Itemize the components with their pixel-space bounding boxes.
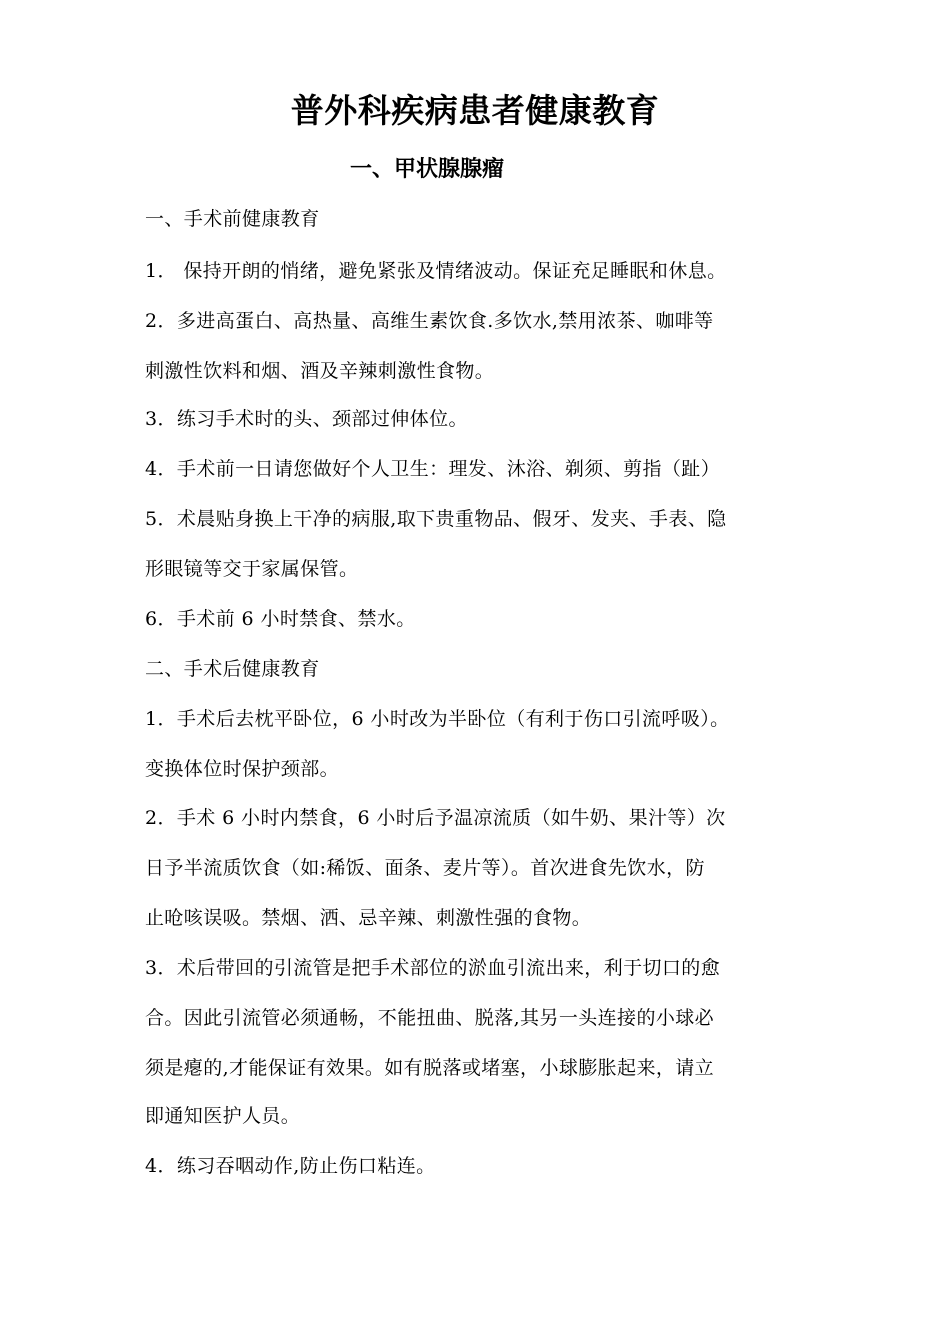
- preop-item-4: 4．手术前一日请您做好个人卫生：理发、沐浴、剃须、剪指（趾）: [145, 458, 721, 480]
- postop-item-3-line-4: 即通知医护人员。: [145, 1105, 301, 1127]
- subsection-heading-postop: 二、手术后健康教育: [145, 658, 320, 680]
- postop-item-4: 4．练习吞咽动作,防止伤口粘连。: [145, 1155, 436, 1177]
- postop-item-2-line-2: 日予半流质饮食（如:稀饭、面条、麦片等）。首次进食先饮水，防: [145, 857, 705, 879]
- postop-item-3-line-3: 须是瘪的,才能保证有效果。如有脱落或堵塞，小球膨胀起来，请立: [145, 1057, 715, 1079]
- preop-item-3: 3．练习手术时的头、颈部过伸体位。: [145, 408, 468, 430]
- preop-item-2-line-2: 刺激性饮料和烟、酒及辛辣刺激性食物。: [145, 360, 495, 382]
- preop-item-5-line-1: 5．术晨贴身换上干净的病服,取下贵重物品、假牙、发夹、手表、隐: [145, 508, 727, 530]
- postop-item-1-line-2: 变换体位时保护颈部。: [145, 758, 340, 780]
- preop-item-2-line-1: 2．多进高蛋白、高热量、高维生素饮食.多饮水,禁用浓茶、咖啡等: [145, 310, 714, 332]
- postop-item-2-line-1: 2．手术 6 小时内禁食，6 小时后予温凉流质（如牛奶、果汁等）次: [145, 807, 726, 829]
- postop-item-1-line-1: 1．手术后去枕平卧位，6 小时改为半卧位（有利于伤口引流呼吸）。: [145, 708, 730, 730]
- postop-item-3-line-1: 3．术后带回的引流管是把手术部位的淤血引流出来，利于切口的愈: [145, 957, 721, 979]
- postop-item-3-line-2: 合。因此引流管必须通畅，不能扭曲、脱落,其另一头连接的小球必: [145, 1007, 715, 1029]
- section-heading-thyroid-adenoma: 一、甲状腺腺瘤: [350, 157, 505, 182]
- preop-item-6: 6．手术前 6 小时禁食、禁水。: [145, 608, 416, 630]
- preop-item-1: 1． 保持开朗的悄绪，避免紧张及情绪波动。保证充足睡眠和休息。: [145, 260, 727, 282]
- document-title: 普外科疾病患者健康教育: [290, 91, 660, 130]
- postop-item-2-line-3: 止呛咳误吸。禁烟、洒、忌辛辣、刺激性强的食物。: [145, 907, 592, 929]
- subsection-heading-preop: 一、手术前健康教育: [145, 208, 320, 230]
- preop-item-5-line-2: 形眼镜等交于家属保管。: [145, 558, 359, 580]
